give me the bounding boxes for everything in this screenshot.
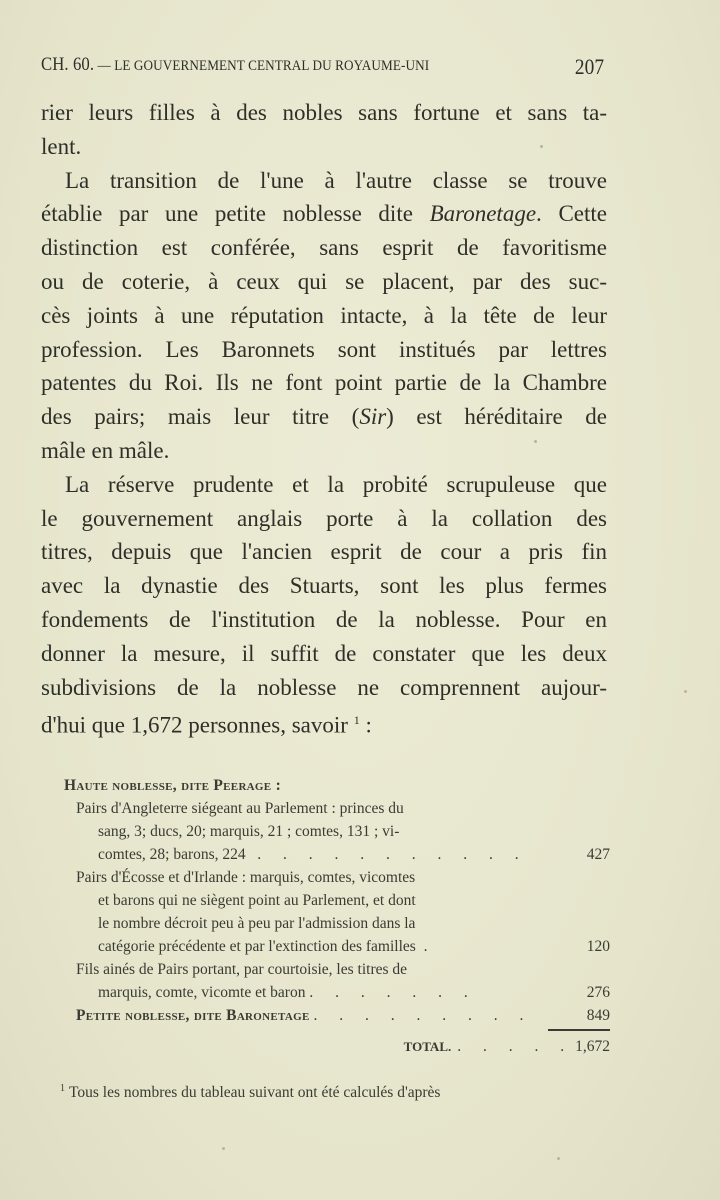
footnote (60, 1083, 620, 1102)
footnote-reference[interactable]: 1 (353, 713, 360, 728)
table-row (64, 889, 610, 912)
row-value: 849 (586, 1007, 610, 1024)
text-run: d'hui que 1,672 personnes, savoir (41, 713, 348, 738)
total-rule (548, 1029, 610, 1031)
dot-leader: . . . . . (457, 1038, 574, 1055)
text-line: La transition de l'une à l'autre classe se trouve (65, 167, 607, 193)
table-row (64, 935, 610, 958)
dot-leader: . . . . . . . (309, 984, 477, 1001)
text-run: établie par une petite noblesse dite (41, 201, 430, 227)
chapter-number: CH. 60. (41, 54, 95, 75)
petite-noblesse-label: Petite noblesse, dite Baronetage (76, 1007, 310, 1024)
page-number: 207 (574, 54, 605, 79)
table-row (64, 866, 610, 889)
table-row (64, 843, 610, 866)
paper-speck (684, 690, 687, 693)
text-line: patentes du Roi. Ils ne font point partie de la Chambre (41, 370, 607, 396)
paper-speck (540, 145, 543, 148)
running-title-group (41, 54, 429, 76)
text-line: rier leurs filles à des nobles sans fortune et sans ta- (41, 100, 607, 125)
text-line: profession. Les Baronnets sont institués par lettres (41, 336, 607, 362)
text-line: cès joints à une réputation intacte, à la tête de leur (41, 302, 607, 328)
text-run: . Cette (536, 201, 607, 227)
row-text-with-leader (98, 843, 564, 866)
text-line: La réserve prudente et la probité scrupuleuse que (65, 471, 607, 497)
table-row (64, 981, 610, 1004)
italic-term-baronetage: Baronetage (429, 201, 537, 227)
paper-speck (557, 1157, 560, 1160)
text-line (41, 400, 607, 434)
table-row-petite-noblesse (64, 1004, 610, 1027)
text-run: ) est héréditaire de (386, 404, 607, 430)
row-text: marquis, comte, vicomte et baron (98, 984, 306, 1001)
text-line: distinction est conférée, sans esprit de favoritisme (41, 235, 607, 261)
dot-leader: . (423, 938, 437, 955)
text-line: fondements de l'institution de la noblesse. Pour en (41, 606, 607, 632)
row-text: catégorie précédente et par l'extinction des familles (98, 938, 416, 955)
text-line: ou de coterie, à ceux qui se placent, par des suc- (41, 268, 607, 294)
dot-leader: . . . . . . . . . (313, 1007, 533, 1024)
table-heading (64, 774, 610, 797)
row-text: sang, 3; ducs, 20; marquis, 21 ; comtes, 131 ; vi- (98, 823, 400, 840)
header-dash: — (97, 58, 111, 74)
footnote-text: Tous les nombres du tableau suivant ont été calculés d'après (69, 1084, 441, 1102)
total-value: 1,672 (575, 1038, 610, 1055)
row-value: 120 (586, 938, 610, 955)
row-text: Pairs d'Angleterre siégeant au Parlement : princes du (76, 800, 404, 817)
footnote-mark: 1 (60, 1083, 65, 1094)
table-row (64, 797, 610, 820)
running-header (41, 54, 605, 82)
total-label: TOTAL. (403, 1039, 452, 1054)
row-text-with-leader (76, 1004, 564, 1027)
main-text (41, 96, 607, 743)
row-value: 276 (586, 984, 610, 1001)
text-line: donner la mesure, il suffit de constater que les deux (41, 640, 607, 666)
paper-speck (534, 440, 537, 443)
row-value: 427 (586, 846, 610, 863)
table-total-row (64, 1035, 610, 1058)
text-run: des pairs; mais leur titre ( (41, 404, 360, 430)
row-text-with-leader (98, 981, 564, 1004)
running-title: LE GOUVERNEMENT CENTRAL DU ROYAUME-UNI (114, 58, 430, 74)
row-text: Fils ainés de Pairs portant, par courtoisie, les titres de (76, 961, 408, 978)
text-line (41, 704, 607, 742)
text-line: avec la dynastie des Stuarts, sont les plus fermes (41, 573, 607, 599)
row-text: et barons qui ne siègent point au Parlement, et dont (98, 892, 416, 909)
row-text: Pairs d'Écosse et d'Irlande : marquis, comtes, vicomtes (76, 869, 416, 886)
row-text: comtes, 28; barons, 224 (98, 846, 246, 863)
text-line: lent. (41, 133, 82, 159)
heading-haute-noblesse: Haute noblesse, dite Peerage : (64, 777, 282, 794)
text-line: titres, depuis que l'ancien esprit de cour a pris fin (41, 539, 607, 565)
text-line: mâle en mâle. (41, 437, 170, 463)
text-line: subdivisions de la noblesse ne comprennent aujour- (41, 674, 607, 700)
row-text: le nombre décroit peu à peu par l'admission dans la (98, 915, 416, 932)
italic-term-sir: Sir (359, 404, 387, 430)
dot-leader: . . . . . . . . . . . (257, 846, 528, 863)
table-row (64, 958, 610, 981)
paper-speck (222, 1147, 225, 1150)
table-row (64, 820, 610, 843)
text-line (41, 197, 607, 231)
text-run: : (359, 713, 372, 738)
table-row (64, 912, 610, 935)
row-text-with-leader (98, 935, 564, 958)
text-line: le gouvernement anglais porte à la collation des (41, 505, 607, 531)
nobility-table (64, 774, 610, 1058)
